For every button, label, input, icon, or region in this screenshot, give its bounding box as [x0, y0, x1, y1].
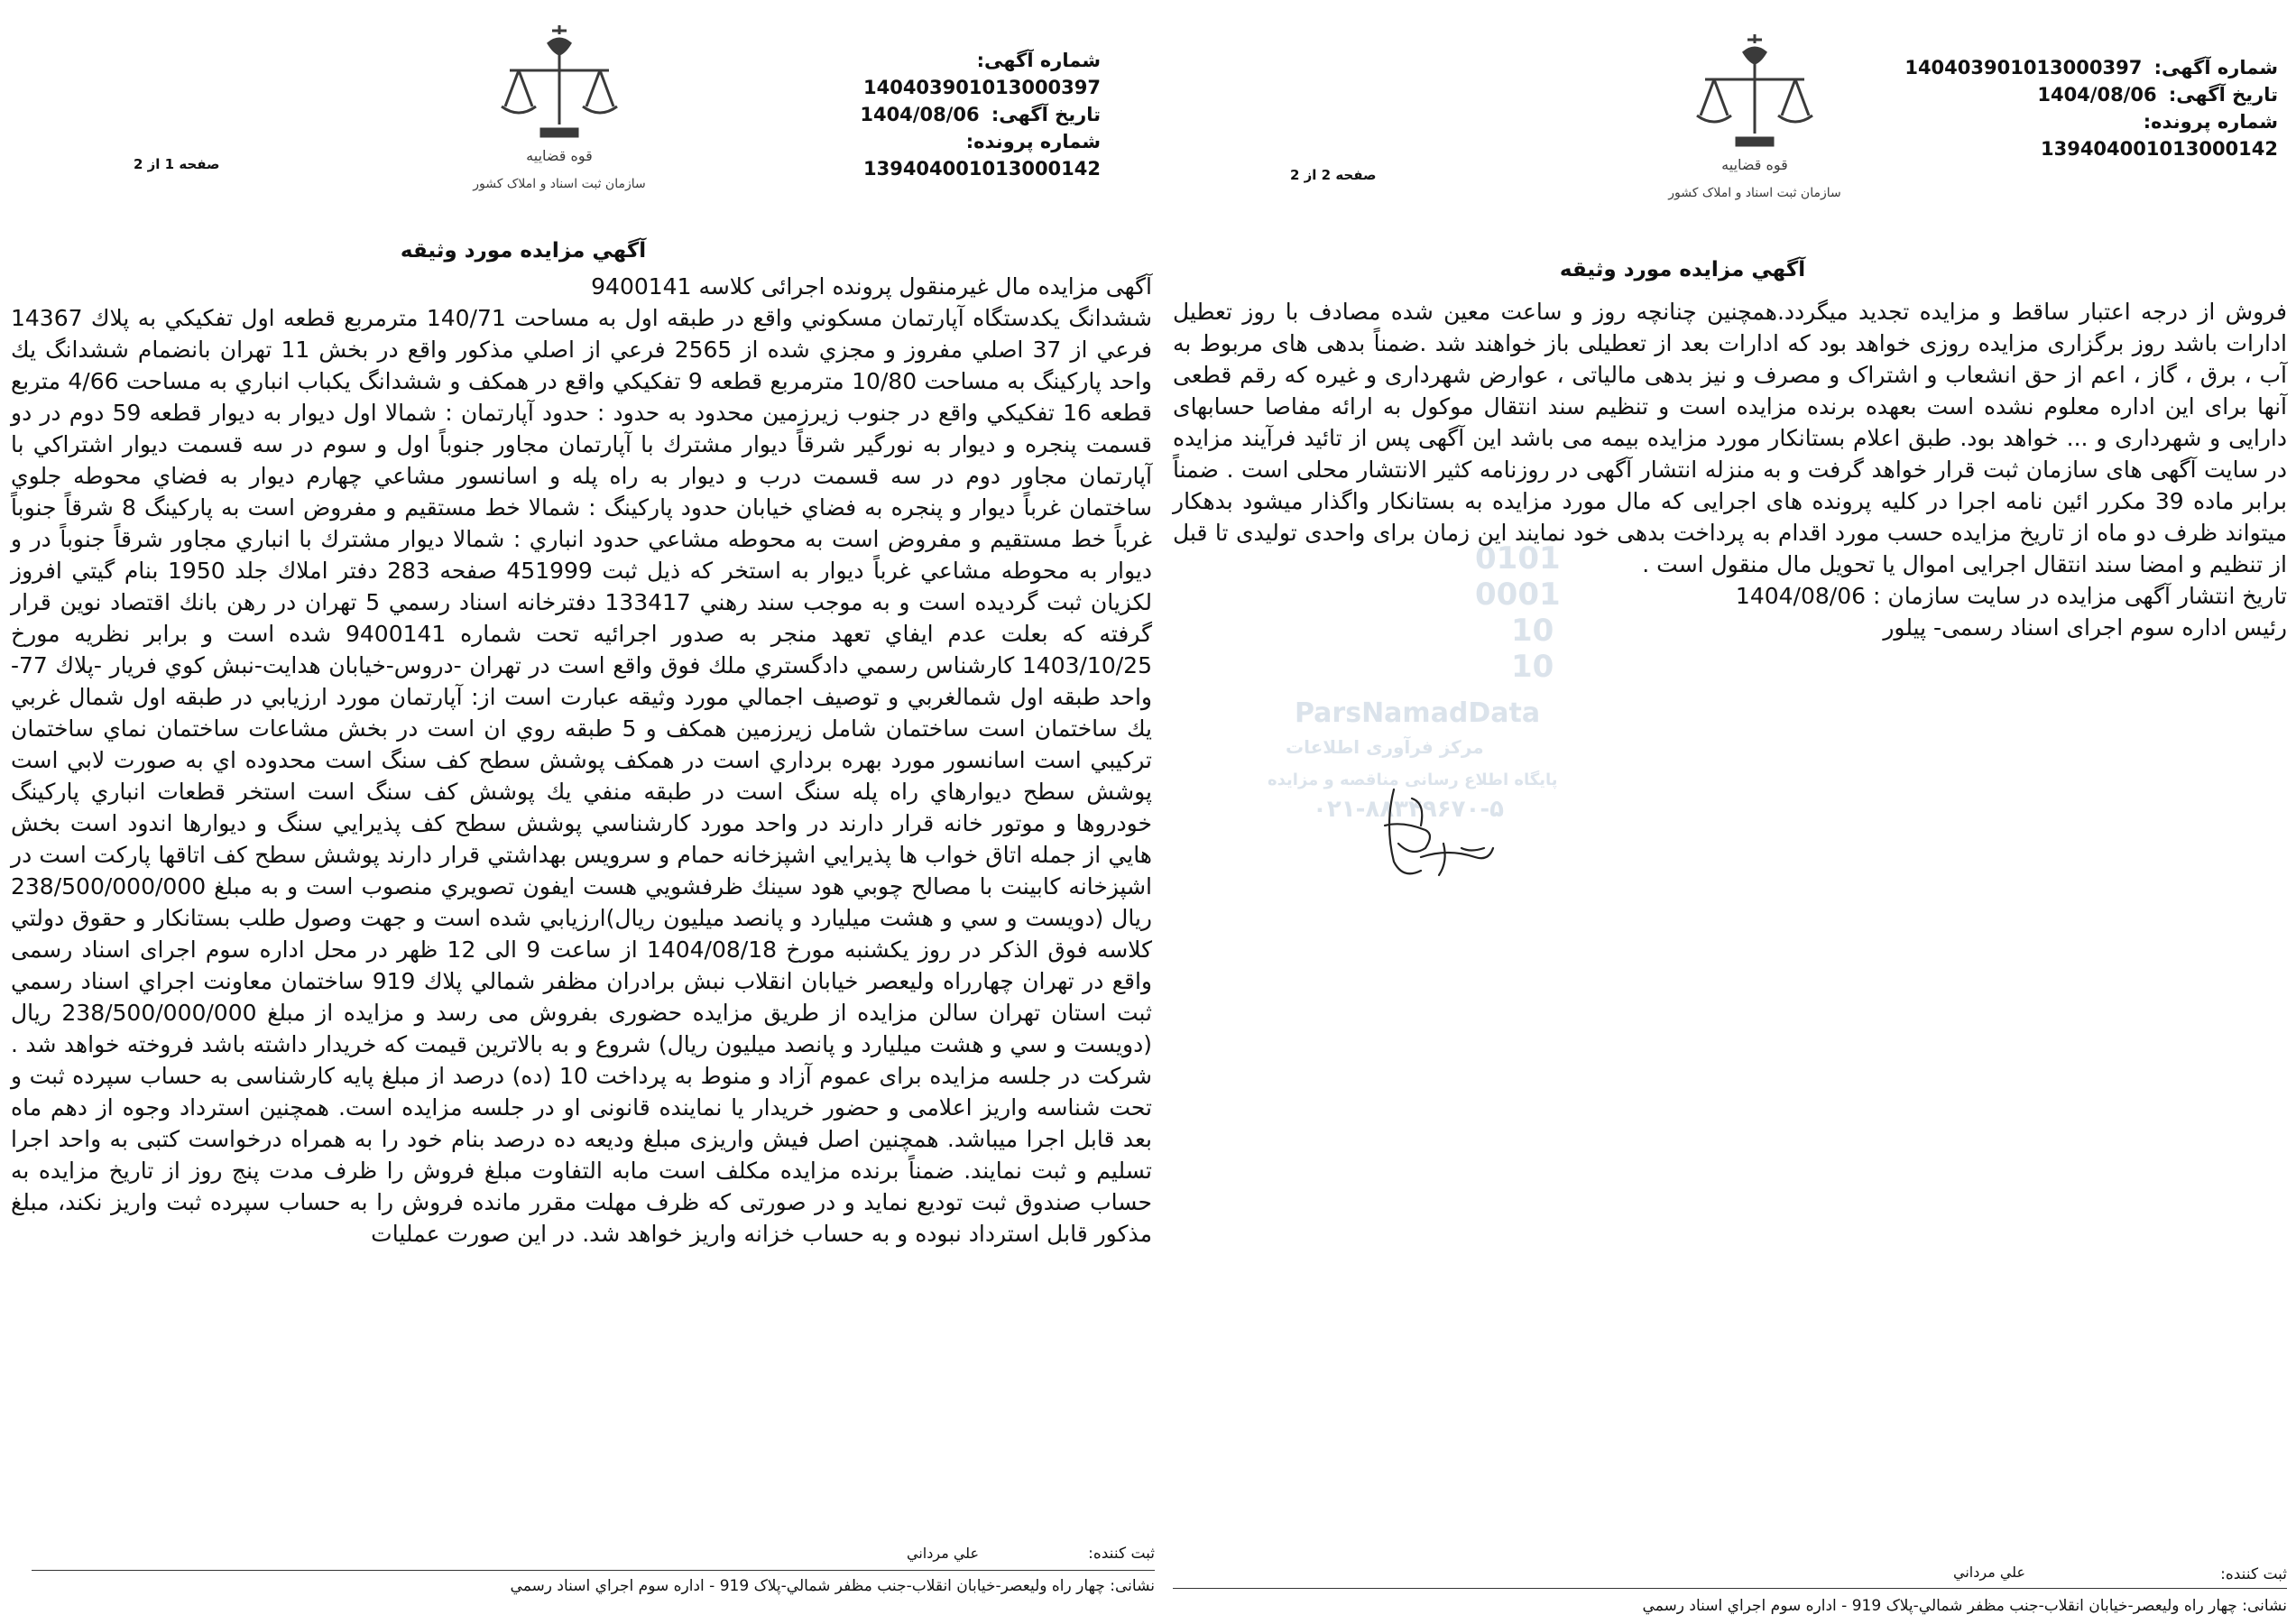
logo-caption-bottom: سازمان ثبت اسناد و املاک کشور — [473, 177, 646, 191]
document-title: آگهي مزايده مورد وثيقه — [1559, 258, 1806, 281]
file-number-label: شماره پرونده: — [2143, 111, 2278, 133]
svg-text:0001: 0001 — [1475, 577, 1561, 613]
svg-text:10: 10 — [1511, 613, 1554, 649]
watermark-stamp — [1186, 532, 1574, 983]
body-line: آگهی مزایده مال غیرمنقول پرونده اجرائی کلاسه 9400141 — [591, 273, 1152, 300]
registrar-name: علي مرداني — [907, 1545, 980, 1562]
page-indicator: صفحه 2 از 2 — [1290, 167, 1377, 183]
logo-caption-top: قوه قضاییه — [1721, 156, 1788, 173]
svg-text:۰۲۱-۸۸۳۴۹۶۷۰-۵: ۰۲۱-۸۸۳۴۹۶۷۰-۵ — [1313, 796, 1505, 823]
svg-text:10: 10 — [1511, 649, 1554, 685]
footer-divider — [32, 1570, 1155, 1571]
document-title: آگهي مزايده مورد وثيقه — [400, 239, 647, 263]
body-text — [11, 271, 1152, 1250]
svg-text:ParsNamadData: ParsNamadData — [1295, 697, 1541, 729]
ad-date-label: تاریخ آگهی: — [2168, 84, 2278, 106]
ad-date: 1404/08/06 — [2037, 84, 2157, 106]
judiciary-emblem-icon — [469, 7, 650, 206]
file-number-label: شماره پرونده: — [965, 131, 1101, 152]
file-number-row — [1899, 108, 2278, 162]
logo-caption-bottom: سازمان ثبت اسناد و املاک کشور — [1668, 186, 1841, 200]
logo-caption-top: قوه قضاییه — [526, 147, 593, 164]
ad-date: 1404/08/06 — [860, 104, 980, 125]
publish-date-line: تاریخ انتشار آگهی مزایده در سایت سازمان : 1404/08/06 — [1735, 583, 2287, 609]
page-2 — [1159, 0, 2296, 1624]
registrar-label: ثبت كننده: — [1088, 1545, 1155, 1563]
page-indicator: صفحه 1 از 2 — [134, 156, 220, 172]
registrar-label: ثبت كننده: — [2220, 1565, 2287, 1583]
judiciary-emblem-icon — [1664, 16, 1845, 215]
office-head-line: رئيس اداره سوم اجرای اسناد رسمی- پیلور — [1883, 614, 2287, 641]
ad-number: 140403901013000397 — [862, 77, 1101, 98]
svg-text:0101: 0101 — [1475, 540, 1561, 577]
registrar-name: علي مرداني — [1953, 1564, 2026, 1581]
ad-number: 140403901013000397 — [1904, 57, 2143, 78]
svg-text:پایگاه اطلاع رسانی مناقصه و مز: پایگاه اطلاع رسانی مناقصه و مزایده — [1268, 770, 1558, 789]
svg-text:مرکز فرآوری اطلاعات: مرکز فرآوری اطلاعات — [1286, 736, 1484, 758]
signature-icon — [1358, 771, 1511, 898]
file-number: 139404001013000142 — [862, 158, 1101, 180]
ad-meta — [1899, 54, 2278, 162]
ad-date-row — [1899, 81, 2278, 108]
ad-number-row — [1899, 54, 2278, 81]
ad-date-label: تاریخ آگهی: — [991, 104, 1101, 125]
file-number: 139404001013000142 — [2040, 138, 2278, 160]
ad-meta — [740, 47, 1101, 182]
ad-date-row — [740, 101, 1101, 128]
footer-divider — [1173, 1588, 2287, 1589]
ad-number-label: شماره آگهی: — [976, 50, 1101, 71]
body-paragraph: ششدانگ يكدستگاه آپارتمان مسكوني واقع در طبقه اول به مساحت 140/71 مترمربع قطعه اول تفكيكي به پلاك 14367 فرعي از 37 اصلي مفروز و مجزي شده از 2565 فرعي از اصلي مذكور واقع در بخش 11 تهران بانضمام ششدانگ يك واحد پاركينگ به مساحت 10/80 مترمربع قطعه 9 تفكيكي واقع در همكف و ششدانگ يكباب انباري به مساحت 4/66 متربع قطعه 16 تفكيكي واقع در جنوب زيرزمين محدود به حدود : حدود آپارتمان : شمالا اول ديوار به ديوار قطعه 59 دوم در دو قسمت پنجره و ديوار به نورگير شرقاً ديوار مشترك با آپارتمان مجاور جنوباً اول و سوم در سه قسمت ديوار اشتراكي با آپارتمان مجاور دوم در سه قسمت درب و ديوار به راه پله و اسانسور مشاعي چهارم ديوار به فضاي محوطه جلوي ساختمان غرباً ديوار و پنجره به فضاي خيابان حدود پاركينگ : شمالا خط مستقيم و مفروض است به پاركينگ 8 شرقاً جنوباً غرباً خط مستقيم و مفروض است به محوطه مشاعي حدود انباري : شمالا ديوار مشترك با انباري مجاور شرقاً جنوباً در و ديوار به محوطه مشاعي غرباً ديوار به استخر كه ذيل ثبت 451999 صفحه 283 دفتر املاك جلد 1950 بنام گيتي افروز لكزيان ثبت گرديده است و به موجب سند رهني 133417 دفترخانه اسناد رسمي 5 تهران در رهن بانك اقتصاد نوين قرار گرفته كه بعلت عدم ايفاي تعهد منجر به صدور اجرائيه تحت شماره 9400141 شده است و برابر نظريه مورخ 1403/10/25 كارشناس رسمي دادگستري ملك فوق واقع است در تهران -دروس-خيابان هدايت-نبش كوي فريار -پلاك 77- واحد طبقه اول شمالغربي و توصيف اجمالي مورد وثيقه عبارت است از: آپارتمان مورد ارزيابي در طبقه اول شمال غربي يك ساختمان است ساختمان شامل زيرزمين همكف و 5 طبقه روي ان است در بخش مشاعات ساختمان نماي ساختمان تركيبي است اسانسور مورد بهره برداري است در همكف پوشش سطح كف سنگ است محدوده اي به صورت لابي است پوشش سطح ديوارهاي راه پله سنگ است در طبقه منفي يك پوشش كف سنگ است استخر قطعات انباري پاركينگ خودروها و موتور خانه قرار دارند در واحد مورد كارشناسي پوشش سطح كف پذيرايي سنگ و ديوارها اندود است بخش هايي از جمله اتاق خواب ها پذيرايي اشپزخانه حمام و سرويس بهداشتي قرار دارند پوشش سطح كف اتاقها پاركت است در اشپزخانه كابينت با مصالح چوبي هود سينك ظرفشويي هست ايفون تصويري منصوب است و به مبلغ 238/500/000/000 ريال (دويست و سي و هشت ميليارد و پانصد ميليون ريال)ارزيابي شده است و جهت وصول طلب بستانكار و حقوق دولتي كلاسه فوق الذكر در روز يكشنبه مورخ 1404/08/18 از ساعت 9 الی 12 ظهر در محل اداره سوم اجرای اسناد رسمی واقع در تهران چهارراه وليعصر خيابان انقلاب نبش برادران مظفر شمالي پلاك 919 ساختمان معاونت اجراي اسناد رسمي ثبت استان تهران سالن مزایده از طریق مزایده حضوری بفروش می رسد و مزایده از مبلغ 238/500/000/000 ریال (دويست و سي و هشت ميليارد و پانصد ميليون ريال) شروع و به بالاترین قیمت که خریدار داشته باشد فروخته خواهد شد . شرکت در جلسه مزایده برای عموم آزاد و منوط به پرداخت 10 (ده) درصد از مبلغ پایه کارشناسی به حساب سپرده ثبت و تحت شناسه واریز اعلامی و حضور خریدار یا نماینده قانونی او در جلسه مزایده است. همچنین استرداد وجوه از دهم ماه بعد قابل اجرا میباشد. همچنین اصل فیش واریزی مبلغ ودیعه ده درصد بنام خود را به همراه درخواست کتبی به واحد اجرا تسلیم و ثبت نمایند. ضمناً برنده مزایده مکلف است مابه التفاوت مبلغ فروش را ظرف مدت پنج روز از تاریخ مزایده به حساب صندوق ثبت تودیع نماید و در صورتی که ظرف مهلت مقرر مانده فروش را به حساب سپرده ثبت واریز نکند، مبلغ مذکور قابل استرداد نبوده و به حساب خزانه واریز خواهد شد. در این صورت عملیات — [11, 305, 1153, 1247]
footer-address: نشانی: چهار راه وليعصر-خيابان انقلاب-جنب مظفر شمالي-پلاک 919 - اداره سوم اجراي اسناد رسمي — [1642, 1597, 2287, 1615]
footer-address: نشانی: چهار راه وليعصر-خيابان انقلاب-جنب مظفر شمالي-پلاک 919 - اداره سوم اجراي اسناد رسمي — [510, 1577, 1155, 1595]
body-paragraph: فروش از درجه اعتبار ساقط و مزایده تجدید میگردد.همچنین چنانچه روز و ساعت معین شده مصادف با روز تعطیل ادارات باشد روز برگزاری مزایده روزی خواهد بود که ادارات بعد از تعطیلی باز خواهند شد .ضمناً بدهی های مربوط به آب ، برق ، گاز ، اعم از حق انشعاب و اشتراک و مصرف و نیز بدهی مالیاتی ، عوارض شهرداری و غیره که رقم قطعی آنها برای این اداره معلوم نشده است بعهده برنده مزایده است و تنظیم سند انتقال موکول به ارائه مفاصا حسابهای دارایی و شهرداری و ... خواهد بود. طبق اعلام بستانکار مورد مزایده بیمه می باشد این آگهی پس از تائید فرآیند مزایده در سایت آگهی های سازمان ثبت قرار خواهد گرفت و به منزله انتشار آگهی در روزنامه کثیر الانتشار محلی است . ضمناً برابر ماده 39 مکرر ائین نامه اجرا در کلیه پرونده های اجرایی که مال مورد مزایده به بستانکار واگذار میشود بدهکار میتواند ظرف دو ماه از تاریخ مزایده حسب مورد اقدام به پرداخت بدهی خود نمایند این زمان برای واحدی تولیدی تا قبل از تنظیم و امضا سند انتقال اجرایی اموال یا تحویل مال منقول است . — [1173, 299, 2287, 577]
ad-number-label: شماره آگهی: — [2153, 57, 2278, 78]
file-number-row — [740, 128, 1101, 182]
ad-number-row — [740, 47, 1101, 101]
